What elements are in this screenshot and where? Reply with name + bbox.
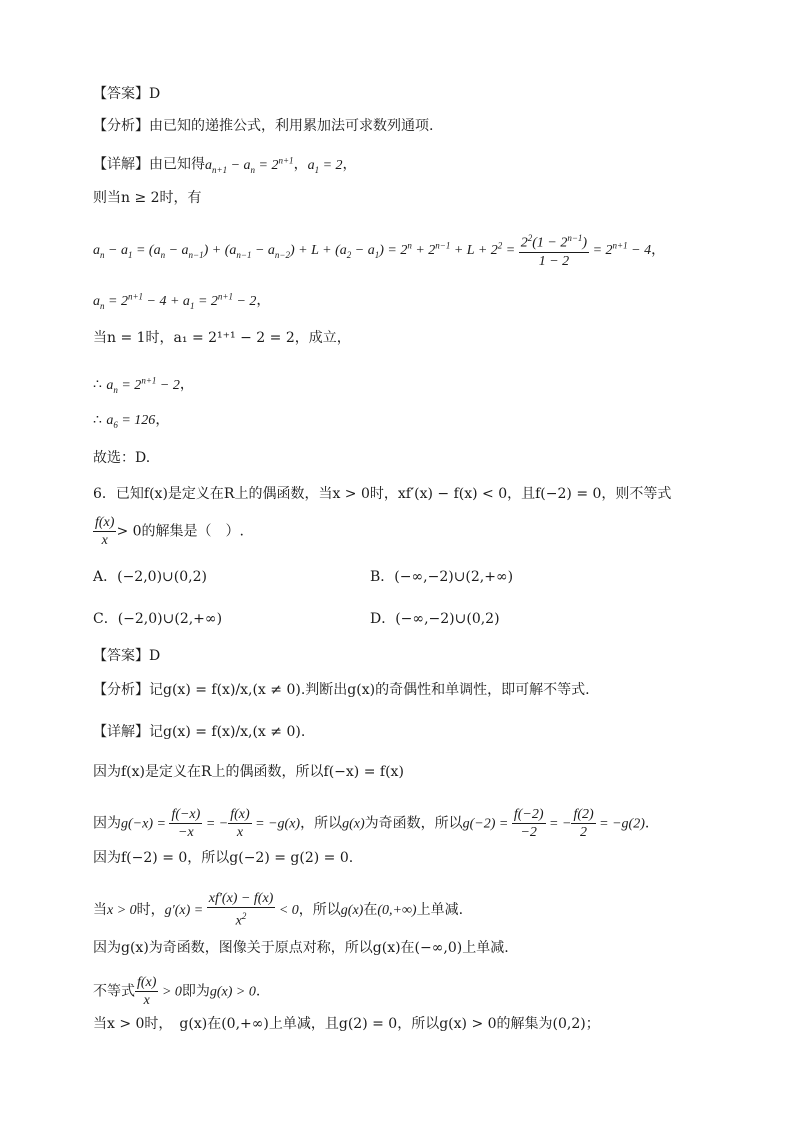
detail-6-tag: 【详解】 <box>93 724 149 740</box>
option-c: C．(−2,0)∪(2,+∞) <box>93 611 223 627</box>
solution-positive-line: 当x > 0时， g(x)在(0,+∞)上单减，且g(2) = 0，所以g(x) > 0的解集为(0,2)； <box>93 1016 600 1032</box>
analysis-6-line <box>93 680 590 700</box>
recurrence-formula: $a_{n+1} - a_n = 2^{n+1}$ <box>205 155 294 175</box>
answer-6-value: D <box>149 648 161 664</box>
fx-over-x-fraction: $\frac{f(x)}{x}$ <box>95 515 115 548</box>
option-a: A．(−2,0)∪(0,2) <box>93 569 207 585</box>
answer-6-line <box>93 646 160 666</box>
zero-values-line: 因为f(−2) = 0，所以g(−2) = g(2) = 0. <box>93 850 354 866</box>
symmetry-line: 因为g(x)为奇函数，图像关于原点对称，所以g(x)在(−∞,0)上单减. <box>93 940 509 956</box>
option-b: B．(−∞,−2)∪(2,+∞) <box>370 569 514 585</box>
a6-value-line: ∴ $a_6 = 126$， <box>93 412 170 430</box>
n1-check-line: 当n = 1时，a₁ = 2¹⁺¹ − 2 = 2，成立， <box>93 330 351 346</box>
condition-line: 则当n ≥ 2时，有 <box>93 190 202 206</box>
choice-line: 故选：D. <box>93 450 151 466</box>
answer-line <box>93 84 160 104</box>
analysis-6-text: 记g(x) = f(x)/x,(x ≠ 0).判断出g(x)的奇偶性和单调性，即可解不等式. <box>149 682 590 698</box>
geometric-sum-fraction: $\frac{2^2(1 - 2^{n-1})}{1 - 2}$ <box>519 230 589 270</box>
answer-value: D <box>149 86 161 102</box>
an-expression: $a_n = 2^{n+1} - 4 + a_1 = 2^{n+1} - 2$， <box>93 291 271 311</box>
analysis-line <box>93 116 433 136</box>
even-function-line: 因为f(x)是定义在R上的偶函数，所以f(−x) = f(x) <box>93 764 404 780</box>
analysis-6-tag: 【分析】 <box>93 682 149 698</box>
detail-6-text: 记g(x) = f(x)/x,(x ≠ 0). <box>149 724 306 740</box>
odd-function-derivation: 因为g(−x) = $\frac{f(-x)}{-x}$ = − $\frac{f(x)}{x}$ = −g(x)，所以g(x)为奇函数，所以g(−2) = $\frac{f(-2)}{-2}$ = − $\frac{f(2)}{2}$ = −g(2). <box>93 807 650 840</box>
telescoping-sum-formula: $a_n - a_1 = (a_n - a_{n-1}) + (a_{n-1} - a_{n-2}) + L + (a_2 - a_1) = 2^n + 2^{n-1} + L + 2^2$ = $\frac{2^2(1 - 2^{n-1})}{1 - 2}$ = $2^{n+1} - 4$， <box>93 230 665 270</box>
answer-6-tag: 【答案】 <box>93 648 149 664</box>
detail-tag: 【详解】 <box>93 156 149 173</box>
question-6-line1: 6．已知f(x)是定义在R上的偶函数，当x > 0时，xf′(x) − f(x) < 0，且f(−2) = 0，则不等式 <box>93 486 672 502</box>
answer-tag: 【答案】 <box>93 86 149 102</box>
detail-line: 【详解】由已知得$a_{n+1} - a_n = 2^{n+1}$，$a_1 = 2$， <box>93 155 357 175</box>
general-term-line: ∴ $a_n = 2^{n+1} - 2$， <box>93 375 194 395</box>
question-6-line2: $\frac{f(x)}{x}$ > 0的解集是（ ）. <box>95 515 244 548</box>
option-d: D．(−∞,−2)∪(0,2) <box>370 611 500 627</box>
initial-value: $a_1 = 2$ <box>307 157 343 175</box>
detail-text: 由已知得 <box>149 156 205 173</box>
detail-6-line <box>93 722 305 742</box>
inequality-equivalence-line: 不等式 $\frac{f(x)}{x}$ > 0即为g(x) > 0. <box>93 975 261 1008</box>
analysis-text: 由已知的递推公式，利用累加法可求数列通项. <box>149 118 434 134</box>
derivative-line: 当x > 0时，g′(x) = $\frac{xf'(x) - f(x)}{x^2}$ < 0，所以g(x)在(0,+∞)上单减. <box>93 891 464 929</box>
analysis-tag: 【分析】 <box>93 118 149 134</box>
